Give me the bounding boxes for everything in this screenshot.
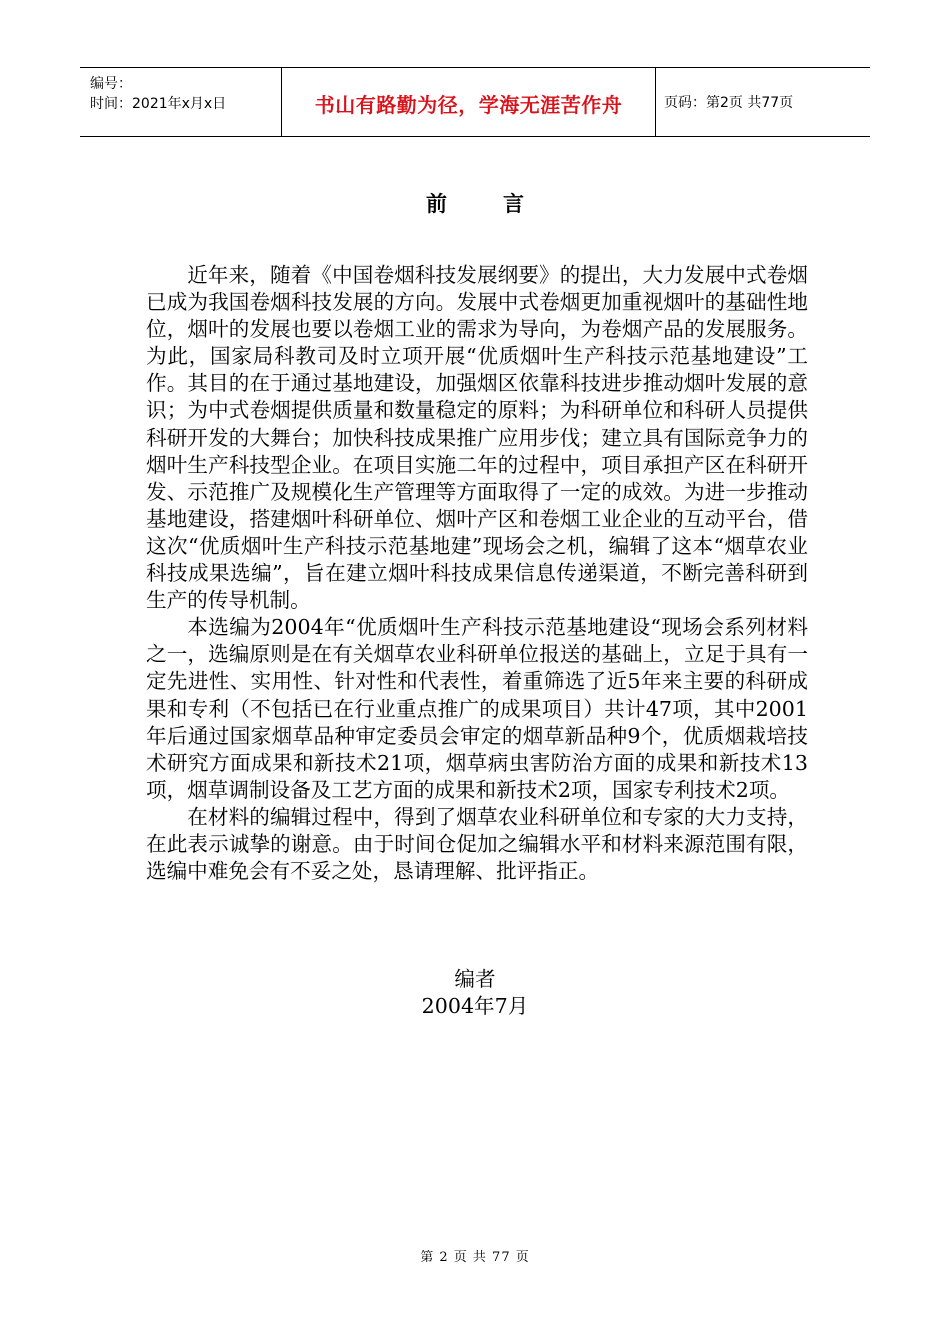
signature-author: 编者 bbox=[454, 967, 496, 991]
page-code-text: 页码：第2页 共77页 bbox=[664, 95, 794, 111]
page-footer: 第 2 页 共 77 页 bbox=[420, 1250, 530, 1265]
preface-body bbox=[146, 262, 808, 885]
paragraph: 本选编为2004年“优质烟叶生产科技示范基地建设“现场会系列材料之一，选编原则是在有关烟草农业科研单位报送的基础上，立足于具有一定先进性、实用性、针对性和代表性，着重筛选了近5年来主要的科研成果和专利（不包括已在行业重点推广的成果项目）共计47项，其中2001年后通过国家烟草品种审定委员会审定的烟草新品种9个，优质烟栽培技术研究方面成果和新技术21项，烟草病虫害防治方面的成果和新技术13项，烟草调制设备及工艺方面的成果和新技术2项，国家专利技术2项。 bbox=[146, 615, 808, 802]
number-label: 编号： bbox=[90, 76, 132, 92]
page-title: 前言 bbox=[426, 191, 580, 216]
header-meta bbox=[80, 68, 282, 136]
motto-text: 书山有路勤为径，学海无涯苦作舟 bbox=[314, 92, 623, 117]
page-header bbox=[80, 67, 870, 137]
paragraph: 在材料的编辑过程中，得到了烟草农业科研单位和专家的大力支持，在此表示诚挚的谢意。由于时间仓促加之编辑水平和材料来源范围有限，选编中难免会有不妥之处，恳请理解、批评指正。 bbox=[146, 804, 808, 884]
header-motto-cell bbox=[282, 68, 656, 136]
time-label: 时间：2021年x月x日 bbox=[90, 96, 227, 112]
header-page-code bbox=[656, 68, 870, 136]
paragraph: 近年来，随着《中国卷烟科技发展纲要》的提出，大力发展中式卷烟已成为我国卷烟科技发展的方向。发展中式卷烟更加重视烟叶的基础性地位，烟叶的发展也要以卷烟工业的需求为导向，为卷烟产品的发展服务。为此，国家局科教司及时立项开展“优质烟叶生产科技示范基地建设”工作。其目的在于通过基地建设，加强烟区依靠科技进步推动烟叶发展的意识；为中式卷烟提供质量和数量稳定的原料；为科研单位和科研人员提供科研开发的大舞台；加快科技成果推广应用步伐；建立具有国际竞争力的烟叶生产科技型企业。在项目实施二年的过程中，项目承担产区在科研开发、示范推广及规模化生产管理等方面取得了一定的成效。为进一步推动基地建设，搭建烟叶科研单位、烟叶产区和卷烟工业企业的互动平台，借这次“优质烟叶生产科技示范基地建”现场会之机，编辑了这本“烟草农业科技成果选编”，旨在建立烟叶科技成果信息传递渠道，不断完善科研到生产的传导机制。 bbox=[146, 263, 808, 613]
signature-date: 2004年7月 bbox=[421, 994, 529, 1018]
